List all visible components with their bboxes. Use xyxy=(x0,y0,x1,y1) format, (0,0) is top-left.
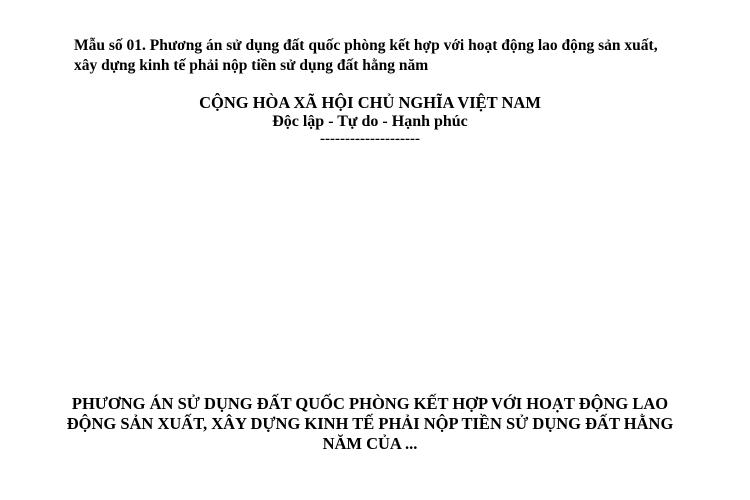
national-motto: Độc lập - Tự do - Hạnh phúc xyxy=(272,113,468,130)
form-number-heading: Mẫu số 01. Phương án sử dụng đất quốc phòng kết hợp với hoạt động lao động sản xuất, xây dựng kinh tế phải nộp tiền sử dụng đất hằng năm xyxy=(74,37,658,74)
header-divider: -------------------- xyxy=(320,131,420,147)
document-title: PHƯƠNG ÁN SỬ DỤNG ĐẤT QUỐC PHÒNG KẾT HỢP VỚI HOẠT ĐỘNG LAO ĐỘNG SẢN XUẤT, XÂY DỰNG KINH TẾ PHẢI NỘP TIỀN SỬ DỤNG ĐẤT HẰNG NĂM CỦA ... xyxy=(66,394,674,453)
national-header xyxy=(0,93,750,147)
nation-name: CỘNG HÒA XÃ HỘI CHỦ NGHĨA VIỆT NAM xyxy=(199,93,541,112)
